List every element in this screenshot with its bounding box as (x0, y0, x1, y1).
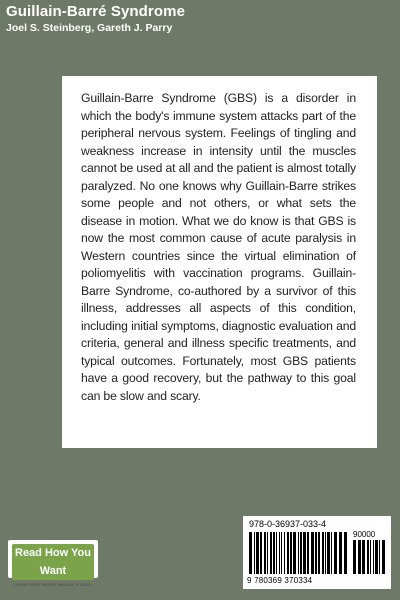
publisher-tagline: LARGE PRINT BOOKS, BRAILLE & DAISY (14, 582, 92, 587)
barcode-bar (339, 532, 342, 574)
barcode-bar (325, 532, 326, 574)
barcode-bar (370, 540, 371, 574)
barcode-bar (379, 540, 380, 574)
barcode-bar (260, 532, 262, 574)
barcode-bar (254, 532, 255, 574)
barcode-bar (307, 532, 309, 574)
barcode-bar (284, 532, 285, 574)
barcode-bar (287, 532, 289, 574)
barcode-bars-main (249, 532, 349, 574)
barcode-bar (298, 532, 299, 574)
barcode-bar (249, 532, 252, 574)
barcode-bar (367, 540, 369, 574)
barcode-bar (362, 540, 365, 574)
barcode-bar (279, 532, 280, 574)
barcode-bar (334, 532, 337, 574)
publisher-name: Read How You Want (12, 544, 94, 580)
publisher-logo (8, 540, 98, 587)
price-code: 90000 (353, 530, 376, 539)
barcode-bar (267, 532, 268, 574)
barcode-bar (290, 532, 292, 574)
barcode-digits: 9 780369 370334 (247, 576, 313, 585)
barcode-bar (344, 532, 347, 574)
barcode-bar (358, 540, 361, 574)
barcode-bar (293, 532, 296, 574)
barcode-bars-addon (353, 540, 387, 574)
barcode-bar (270, 532, 272, 574)
barcode-bar (276, 532, 277, 574)
isbn-label: 978-0-36937-033-4 (249, 519, 327, 529)
barcode-bar (322, 532, 324, 574)
blurb-text: Guillain-Barre Syndrome (GBS) is a disorder in which the body's immune system attacks part of the peripheral nervous system. Feelings of tingling and weakness increase in intensity until the muscles cannot be used at all and the patient is almost totally paralyzed. No one knows why Guillain-Barre strikes some people and not others, or what sets the disease in motion. What we do know is that GBS is now the most common cause of acute paralysis in Western countries since the virtual elimination of poliomyelitis with vaccination programs. Guillain-Barre Syndrome, co-authored by a survivor of this illness, addresses all aspects of this condition, including initial symptoms, diagnostic evaluation and criteria, general and illness specific treatments, and typical outcomes. Fortunately, most GBS patients have a good recovery, but the pathway to this goal can be slow and scary. (81, 91, 356, 403)
barcode-bar (273, 532, 275, 574)
barcode-panel (243, 516, 391, 589)
barcode-bar (256, 532, 259, 574)
barcode-bar (373, 540, 374, 574)
barcode-bar (331, 532, 332, 574)
book-authors: Joel S. Steinberg, Gareth J. Parry (6, 22, 173, 34)
book-title: Guillain-Barré Syndrome (6, 3, 186, 20)
barcode-bar (281, 532, 282, 574)
barcode-bar (303, 532, 306, 574)
barcode-bar (318, 532, 320, 574)
title-block (6, 3, 185, 35)
barcode-bar (311, 532, 314, 574)
barcode-bar (300, 532, 302, 574)
barcode-bar (375, 540, 378, 574)
barcode-bar (353, 540, 356, 574)
blurb-panel (62, 76, 377, 448)
barcode-bar (264, 532, 266, 574)
barcode-bar (315, 532, 317, 574)
barcode-bar (327, 532, 330, 574)
barcode-bar (382, 540, 385, 574)
